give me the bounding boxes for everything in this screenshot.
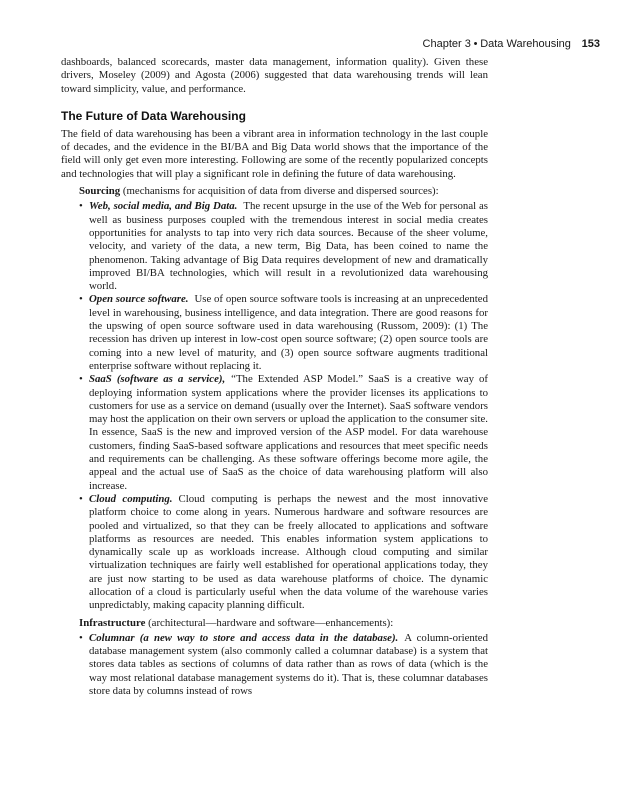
page-number: 153 [581,38,600,50]
list-item [79,492,488,613]
sourcing-list [61,200,488,612]
section-paragraph: The field of data warehousing has been a vibrant area in information technology in the last couple of decades, and the evidence in the BI/BA and Big Data world shows that the importance of the field will only get even more interesting. Following are some of the recently popularized concepts and technologies that will play a significant role in defining the future of data warehousing. [61,127,488,180]
header-separator: • [473,38,478,50]
list-item-text: A column-oriented database management system (also commonly called a columnar database) is a system that stores data tables as sections of columns of data rather than as rows of data (which is the way most relational database management systems do it). That is, these columnar databases store data by columns instead of rows [89,631,488,698]
list-item [79,293,488,373]
list-item-text: “The Extended ASP Model.” SaaS is a creative way of deploying information system applications where the provider licenses its applications to customers for use as a service on demand (usually over the Internet). SaaS software vendors may host the application on their own servers or upload the application to the consumer site. In essence, SaaS is the new and improved version of the ASP model. For data warehouse customers, finding SaaS-based software applications and resources that meet specific needs and requirements can be challenging. As these software offerings become more agile, the appeal and the actual use of SaaS as the choice of data warehousing platform will also increase. [89,373,488,492]
bullet-icon: • [79,293,83,306]
list-item-lead: SaaS (software as a service), [89,373,226,386]
bullet-icon: • [79,200,83,213]
intro-paragraph: dashboards, balanced scorecards, master data management, information quality). Given these drivers, Moseley (2009) and Agosta (2006) suggested that data warehousing trends will lean toward simplicity, value, and performance. [61,56,488,95]
sourcing-heading [79,185,488,198]
sourcing-heading-rest: (mechanisms for acquisition of data from diverse and dispersed sources): [120,185,439,198]
infrastructure-list [61,632,488,698]
bullet-icon: • [79,631,83,644]
list-item [79,373,488,493]
running-header [423,38,600,50]
section-title: The Future of Data Warehousing [61,108,246,123]
infrastructure-heading-rest: (architectural—hardware and software—enhancements): [145,616,394,629]
list-item-lead: Columnar (a new way to store and access data in the database). [89,631,399,644]
list-item [79,200,488,293]
page-body [61,56,488,698]
sourcing-heading-bold: Sourcing [79,185,121,198]
list-item-lead: Cloud computing. [89,492,173,505]
chapter-label: Chapter 3 [422,38,471,50]
bullet-icon: • [79,492,83,505]
list-item-text: Cloud computing is perhaps the newest and the most innovative platform choice to come along in years. Numerous hardware and software resources are pooled and virtualized, so that they can be freely allocated to applications and software platforms as resources are needed. This enables information system applications to dynamically scale up as workloads increase. Although cloud computing and similar virtualization techniques are fairly well established for operational applications today, they are just now starting to be used as data warehouse platforms of choice. The dynamic allocation of a cloud is particularly useful when the data volume of the warehouse varies unpredictably, making capacity planning difficult. [89,492,488,612]
infrastructure-heading [79,617,488,630]
section-label: Data Warehousing [480,38,571,50]
infrastructure-heading-bold: Infrastructure [79,616,146,629]
list-item-lead: Web, social media, and Big Data. [89,200,238,213]
list-item-text: Use of open source software tools is increasing at an unprecedented level in warehousing, business intelligence, and data integration. There are good reasons for the upswing of open source software used in data warehousing (Russom, 2009): (1) The recession has driven up interest in low-cost open source software; (2) open source tools are coming into a new level of maturity, and (3) open source software augments traditional enterprise software without replacing it. [89,293,488,372]
list-item-lead: Open source software. [89,293,189,306]
bullet-icon: • [79,373,83,386]
list-item-text: The recent upsurge in the use of the Web for personal as well as business purposes coupled with the tremendous interest in social media creates opportunities for analysts to tap into very rich data sources. Because of the sheer volume, velocity, and variety of the data, a new term, Big Data, has been coined to name the phenomenon. Taking advantage of Big Data requires development of new and dramatically improved BI/BA technologies, which will result in a revolutionized data warehousing world. [89,200,488,293]
list-item [79,631,488,698]
